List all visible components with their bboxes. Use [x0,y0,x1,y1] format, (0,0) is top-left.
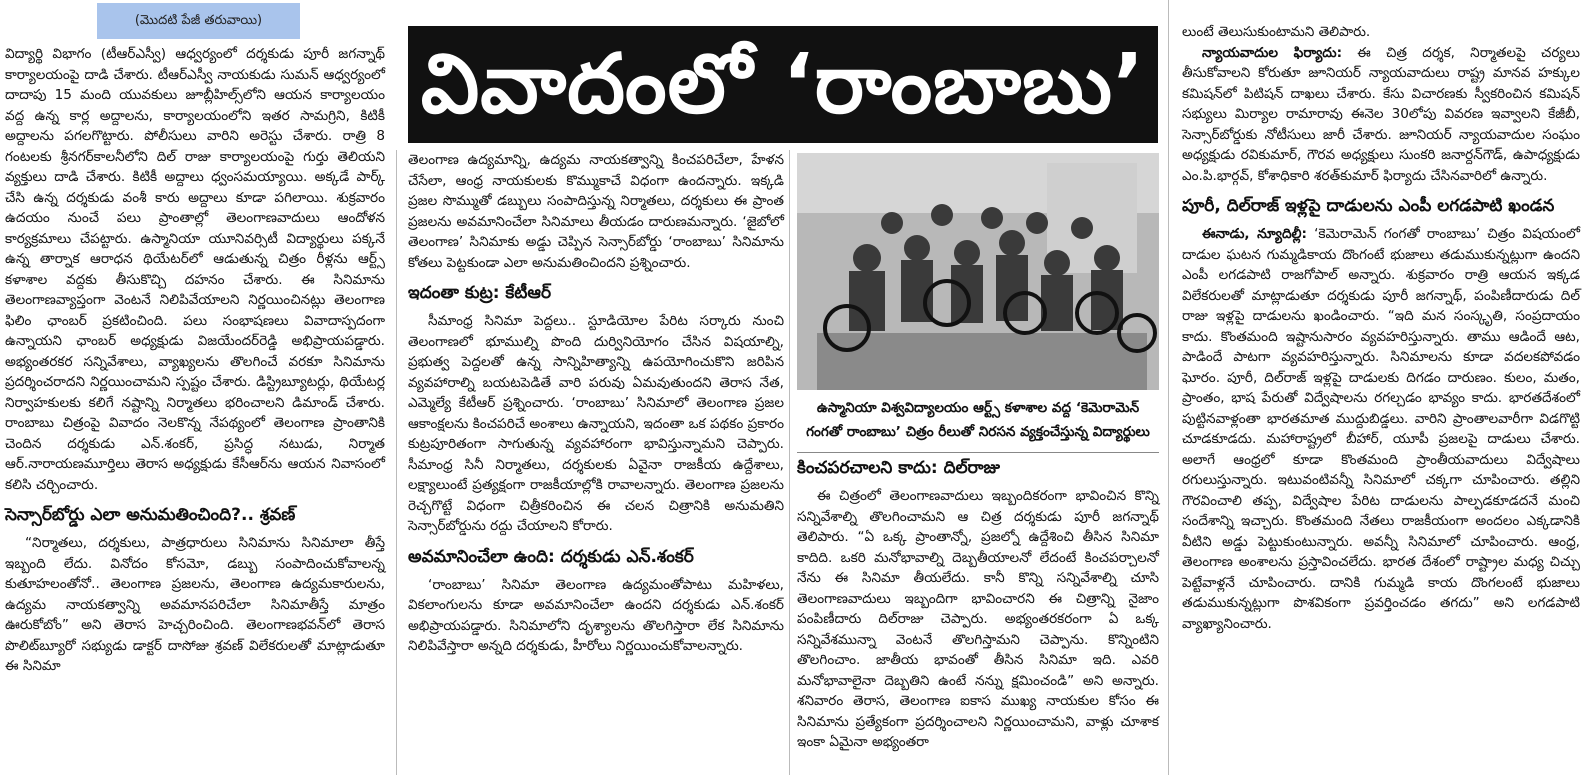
col2-paragraph-2: సీమాంధ్ర సినిమా పెద్దలు.. స్టూడియోల పేరిట సర్కారు నుంచి తెలంగాణలో భూముల్ని పొంది దుర్వినియోగం చేసిన విషయాల్ని, ప్రభుత్వ పెద్దలతో ఉన్న సాన్నిహిత్యాన్ని ఉపయోగించుకొని జరిపిన వ్యవహారాల్ని బయటపెడితే వారి పరువు ఏమవుతుందని తెరాస నేత, ఎమ్మెల్యే కేటీఆర్ ప్రశ్నించారు. ‘రాంబాబు’ సినిమాలో తెలంగాణ ప్రజల ఆకాంక్షలను కించపరిచే అంశాలు ఉన్నాయని, ఇదంతా ఒక పథకం ప్రకారం కుట్రపూరితంగా సాగుతున్న వ్యవహారంగా భావిస్తున్నామని చెప్పారు. సీమాంధ్ర సినీ నిర్మాతలు, దర్శకులకు ఏవైనా రాజకీయ ఉద్దేశాలు, లక్ష్యాలుంటే ప్రత్యక్షంగా రాజకీయాల్లోకి రావాలన్నారు. తెలంగాణ ప్రజలను రెచ్చగొట్టే విధంగా చిత్రీకరించిన ఈ చలన చిత్రానికి అనుమతిని సెన్సార్‌బోర్డును రద్దు చేయాలని కోరారు. [408,313,784,534]
students-protest-photo [797,153,1159,390]
col3-paragraph-1: ఈ చిత్రంలో తెలంగాణవాదులు ఇబ్బందికరంగా భావించిన కొన్ని సన్నివేశాల్ని తొలగించామని ఆ చిత్ర దర్శకుడు పూరీ జగన్నాథ్ తెలిపారు. “ఏ ఒక్క ప్రాంతాన్నో, ప్రజల్నో ఉద్దేశించి తీసిన సినిమా కాదిది. ఒకరి మనోభావాల్ని దెబ్బతీయాలనో లేదంటే కించపర్చాలనో నేను ఈ సినిమా తీయలేదు. కానీ కొన్ని సన్నివేశాల్ని చూసి తెలంగాణవాదులు ఇబ్బందిగా భావించారని ఈ చిత్రాన్ని నైజాం పంపిణీదారు దిల్‌రాజు చెప్పారు. అభ్యంతరకరంగా ఏ ఒక్క సన్నివేశమున్నా వెంటనే తొలగిస్తామని చెప్పాను. కొన్నింటిని తొలగించాం. జాతీయ భావంతో తీసిన సినిమా ఇది. ఎవరి మనోభావాలైనా దెబ్బతిని ఉంటే నన్ను క్షమించండి” అని అన్నారు. శనివారం తెరాస, తెలంగాణ ఐకాస ముఖ్య నాయకుల కోసం ఈ సినిమాను ప్రత్యేకంగా ప్రదర్శించాలని నిర్ణయించామని, వాళ్లు చూశాక ఇంకా ఏమైనా అభ్యంతరా [797,488,1159,750]
column-3 [797,454,1159,753]
col4-paragraph-3 [1182,224,1580,634]
col1-subheading: సెన్సార్‌బోర్డు ఎలా అనుమతించింది?.. శ్రవణ్ [5,505,296,525]
column-4 [1182,22,1580,634]
column-2 [408,150,784,657]
continued-tag: (మొదటి పేజీ తరువాయి) [97,3,300,39]
col4-text-2: ఈ చిత్ర దర్శక, నిర్మాతలపై చర్యలు తీసుకోవాలని కోరుతూ జూనియర్ న్యాయవాదులు రాష్ట్ర మానవ హక్కుల కమిషన్‌లో పిటిషన్ దాఖలు చేశారు. కేసు విచారణకు స్వీకరించిన కమిషన్ సభ్యులు మిర్యాల రామారావు ఈనెల 30లోపు వివరణ ఇవ్వాలని కేజీబీ, సెన్సార్‌బోర్డుకు నోటీసులు జారీ చేశారు. జూనియర్ న్యాయవాదుల సంఘం అధ్యక్షుడు రవికుమార్, గౌరవ అధ్యక్షులు సుంకరి జనార్దన్‌గౌడ్, ఉపాధ్యక్షుడు ఎం.పి.భార్గవ్, కోశాధికారి శరత్‌కుమార్ ఫిర్యాదు చేసినవారిలో ఉన్నారు. [1182,44,1580,184]
col4-text-3: ‘కెమెరామెన్ గంగతో రాంబాబు’ చిత్రం విషయంలో దాడుల ఘటన గుమ్మడికాయ దొంగంటే భుజాలు తడుముకున్నట్లుగా ఉందని ఎంపీ లగడపాటి రాజగోపాల్ అన్నారు. శుక్రవారం రాత్రి ఆయన ఇక్కడ విలేకరులతో మాట్లాడుతూ దర్శకుడు పూరీ జగన్నాథ్, పంపిణీదారుడు దిల్ రాజు ఇళ్లపై దాడులను ఖండించారు. “ఇది మన సంస్కృతి, సంప్రదాయం కాదు. కొంతమంది ఇష్టానుసారం వ్యవహరిస్తున్నారు. తాము ఆడిందే ఆట, పాడిందే పాటగా వ్యవహరిస్తున్నారు. సినిమాలను కూడా వదలకపోవడం ఘోరం. పూరీ, దిల్‌రాజ్ ఇళ్లపై దాడులకు దిగడం దారుణం. కులం, మతం, ప్రాంతం, భాష పేరుతో విద్వేషాలను రగల్చడం భావ్యం కాదు. భారతదేశంలో పుట్టినవాళ్లంతా భారతమాత ముద్దుబిడ్డలు. వారిని ప్రాంతాలవారీగా విడగొట్టి చూడకూడదు. మహారాష్ట్రలో బీహార్, యూపీ ప్రజలపై దాడులు చేశారు. అలాగే ఆంధ్రలో కూడా కొంతమంది ప్రాంతీయవాదులు విద్వేషాలు రగులుస్తున్నారు. ఇటువంటివన్నీ సినిమాలో చక్కగా చూపించారు. తల్లిని గౌరవించాలి తప్ప, విద్వేషాల పేరిట దాడులను పాల్పడకూడదనే మంచి సందేశాన్ని ఇచ్చారు. కొంతమంది నేతలు రాజకీయంగా అందలం ఎక్కడానికి వీటిని అడ్డు పెట్టుకుంటున్నారు. అవన్నీ సినిమాలో చూపించారు. ఆంధ్ర, తెలంగాణ అంశాలను ప్రస్తావించలేదు. భారత దేశంలో రాష్ట్రాల మధ్య చిచ్చు పెట్టేవాళ్లనే చూపించారు. దానికి గుమ్మడి కాయ దొంగలంటే భుజాలు తడుముకున్నట్లుగా పొశవికంగా ప్రవర్తించడం తగదు” అని లగడపాటి వ్యాఖ్యానించారు. [1182,226,1580,632]
caption-rule [797,452,1159,453]
column-divider [1168,0,1169,775]
headline: వివాదంలో ‘రాంబాబు’ [408,26,1158,143]
column-divider [396,150,397,775]
col1-paragraph-2: “నిర్మాతలు, దర్శకులు, పాత్రధారులు సినిమాను సినిమాలా తీస్తే ఇబ్బంది లేదు. వినోదం కోసమో, డబ్బు సంపాదించుకోవాలన్న కుతూహలంతోనో.. తెలంగాణ ప్రజలను, తెలంగాణ ఉద్యమకారులను, ఉద్యమ నాయకత్వాన్ని అవమానపరిచేలా సినిమాతీస్తే మాత్రం ఊరుకోబోం” అని తెరాస హెచ్చరించింది. తెలంగాణభవన్‌లో తెరాస పొలిట్‌బ్యూరో సభ్యుడు డాక్టర్ దాసోజు శ్రవణ్ విలేకరులతో మాట్లాడుతూ ఈ సినిమా [5,535,385,674]
photo-caption: ఉస్మానియా విశ్వవిద్యాలయం ఆర్ట్స్ కళాశాల వద్ద ‘కెమెరామెన్ గంగతో రాంబాబు’ చిత్రం రీలుతో నిరసన వ్యక్తంచేస్తున్న విద్యార్థులు [806,400,1150,440]
col3-subheading: కించపరచాలని కాదు: దిల్‌రాజు [797,458,1001,478]
col1-paragraph-1: విద్యార్థి విభాగం (టీఆర్‌ఎస్వీ) ఆధ్వర్యంలో దర్శకుడు పూరీ జగన్నాథ్ కార్యాలయంపై దాడి చేశారు. టీఆర్‌ఎస్వీ నాయకుడు సుమన్ ఆధ్వర్యంలో దాదాపు 15 మంది యువకులు జూబ్లీహిల్స్‌లోని ఆయన కార్యాలయం వద్ద ఉన్న కార్ల అద్దాలను, కార్యాలయంలోని ఇతర సామగ్రిని, కిటికీ అద్దాలను పగలగొట్టారు. పోలీసులు వారిని అరెస్టు చేశారు. రాత్రి 8 గంటలకు శ్రీనగర్‌కాలనీలోని దిల్ రాజు కార్యాలయంపై గుర్తు తెలియని వ్యక్తులు దాడి చేశారు. కిటికీ అద్దాలు ధ్వంసమయ్యాయి. అక్కడే పార్క్ చేసి ఉన్న దర్శకుడు వంశీ కారు అద్దాలు కూడా పగిలాయి. శుక్రవారం ఉదయం నుంచే పలు ప్రాంతాల్లో తెలంగాణవాదులు ఆందోళన కార్యక్రమాలు చేపట్టారు. ఉస్మానియా యూనివర్సిటీ విద్యార్థులు పక్కనే ఉన్న తార్నాక ఆరాధన థియేటర్‌లో ఆడుతున్న చిత్రం రీళ్లను ఆర్ట్స్ కళాశాల వద్దకు తీసుకొచ్చి దహనం చేశారు. ఈ సినిమాను తెలంగాణవ్యాప్తంగా వెంటనే నిలిపివేయాలని నిర్ణయించినట్లు తెలంగాణ ఫిలిం ఛాంబర్ ప్రకటించింది. పలు సంభాషణలు వివాదాస్పదంగా ఉన్నాయని ఛాంబర్ అధ్యక్షుడు విజయేందర్‌రెడ్డి అభిప్రాయపడ్డారు. అభ్యంతరకర సన్నివేశాలు, వ్యాఖ్యలను తొలగించే వరకూ సినిమాను ప్రదర్శించరాదని నిర్ణయించామని స్పష్టం చేశారు. డిస్ట్రిబ్యూటర్లు, థియేటర్ల నిర్వాహకులకు కలిగే నష్టాన్ని నిర్మాతలు భరించాలని డిమాండ్ చేశారు. రాంబాబు చిత్రంపై వివాదం నెలకొన్న నేపథ్యంలో తెలంగాణ ప్రాంతానికి చెందిన దర్శకుడు ఎన్.శంకర్, ప్రసిద్ధ నటుడు, నిర్మాత ఆర్.నారాయణమూర్తిలు తెరాస అధ్యక్షుడు కేసీఆర్‌ను ఆయన నివాసంలో కలిసి చర్చించారు. [5,46,385,493]
col4-paragraph-2 [1182,43,1580,187]
col4-paragraph-1: లుంటే తెలుసుకుంటామని తెలిపారు. [1182,24,1371,40]
col2-paragraph-3: ‘రాంబాబు’ సినిమా తెలంగాణ ఉద్యమంతోపాటు మహిళలు, వికలాంగులను కూడా అవమానించేలా ఉందని దర్శకుడు ఎన్.శంకర్ అభిప్రాయపడ్డారు. సినిమాలోని దృశ్యాలను తొలగిస్తారా లేక సినిమాను నిలిపివేస్తారా అన్నది దర్శకుడు, హీరోలు నిర్ణయించుకోవాలన్నారు. [408,576,784,654]
col4-subheading: పూరీ, దిల్‌రాజ్ ఇళ్లపై దాడులను ఎంపీ లగడపాటి ఖండన [1182,196,1555,216]
column-1 [5,44,385,677]
col4-lead-2: ఈనాడు, న్యూదిల్లీ: [1202,226,1307,242]
column-divider [789,150,790,775]
col2-paragraph-1: తెలంగాణ ఉద్యమాన్ని, ఉద్యమ నాయకత్వాన్ని కించపరిచేలా, హేళన చేసేలా, ఆంధ్ర నాయకులకు కొమ్ముకాచే విధంగా ఉందన్నారు. ఇక్కడి ప్రజల సొమ్ముతో డబ్బులు సంపాదిస్తున్న నిర్మాతలు, దర్శకులు ఈ ప్రాంత ప్రజలను అవమానించేలా సినిమాలు తీయడం దారుణమన్నారు. ‘జైబోలో తెలంగాణ’ సినిమాకు అడ్డు చెప్పిన సెన్సార్‌బోర్డు ‘రాంబాబు’ సినిమాను కోతలు పెట్టకుండా ఎలా అనుమతించిందని ప్రశ్నించారు. [408,152,784,271]
news-photo [797,153,1159,390]
col2-subheading-1: ఇదంతా కుట్ర: కేటీఆర్ [408,283,552,303]
col4-lead-1: న్యాయవాదుల ఫిర్యాదు: [1202,44,1343,61]
col2-subheading-2: అవమానించేలా ఉంది: దర్శకుడు ఎన్.శంకర్ [408,546,694,567]
